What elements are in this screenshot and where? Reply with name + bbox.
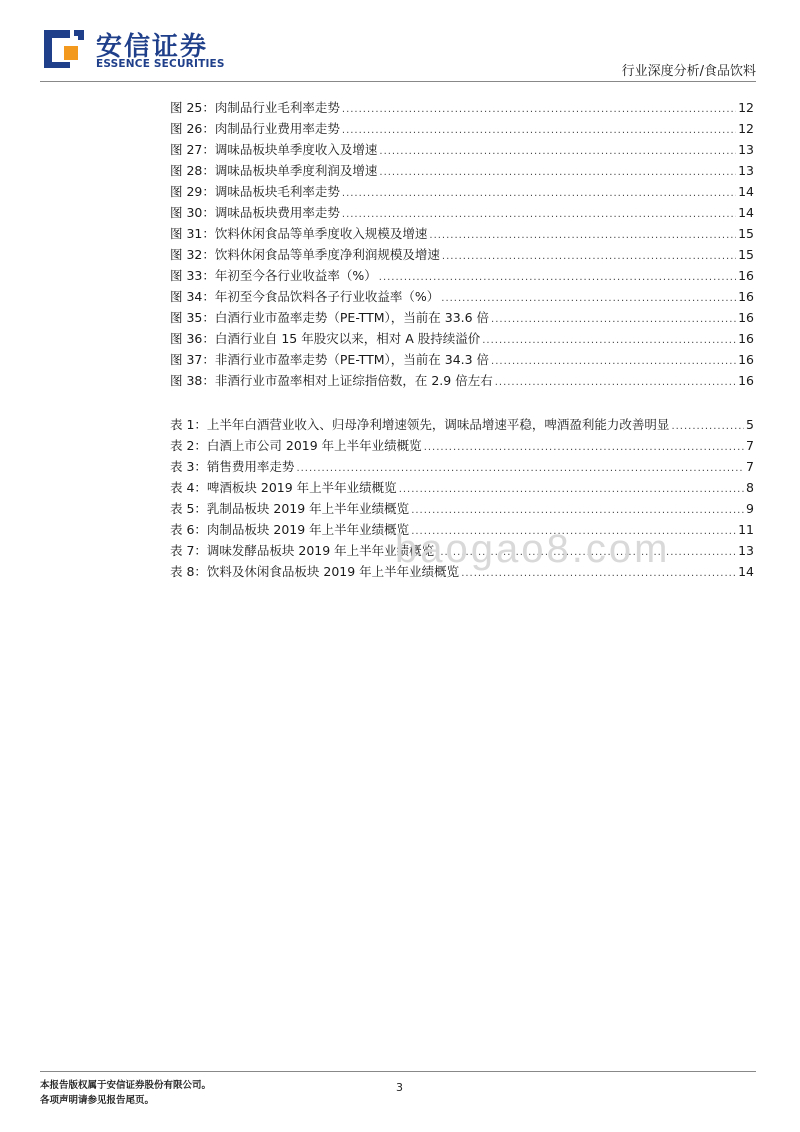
toc-entry[interactable]: [170, 98, 754, 119]
toc-entry-page: 16: [738, 373, 754, 388]
toc-entry-label: 图 25：肉制品行业毛利率走势: [170, 100, 340, 115]
footer-divider: [40, 1071, 756, 1072]
page-number: 3: [396, 1081, 403, 1094]
toc-entry-page: 14: [738, 564, 754, 579]
essence-logo-icon: [40, 24, 88, 72]
toc-entry-page: 16: [738, 331, 754, 346]
toc-entry-label: 表 4：啤酒板块 2019 年上半年业绩概览: [170, 480, 397, 495]
toc-entry[interactable]: [170, 478, 754, 499]
toc-entry[interactable]: [170, 182, 754, 203]
toc-entry[interactable]: [170, 224, 754, 245]
toc-entry-label: 表 7：调味发酵品板块 2019 年上半年业绩概览: [170, 543, 435, 558]
header-divider: [40, 81, 756, 82]
toc-entry-label: 图 29：调味品板块毛利率走势: [170, 184, 340, 199]
toc-entry-page: 12: [738, 100, 754, 115]
toc-entry-label: 表 2：白酒上市公司 2019 年上半年业绩概览: [170, 438, 422, 453]
page-header: [0, 0, 800, 80]
toc-entry-page: 14: [738, 205, 754, 220]
toc-entry-page: 16: [738, 268, 754, 283]
toc-entry-label: 图 38：非酒行业市盈率相对上证综指倍数，在 2.9 倍左右: [170, 373, 493, 388]
toc-entry-label: 图 36：白酒行业自 15 年股灾以来，相对 A 股持续溢价: [170, 331, 481, 346]
watermark: baogao8.com: [395, 527, 671, 571]
toc-entry[interactable]: [170, 371, 754, 392]
toc-entry[interactable]: [170, 415, 754, 436]
toc-entry[interactable]: [170, 203, 754, 224]
footer-notice: [40, 1078, 211, 1108]
toc-entry-page: 9: [746, 501, 754, 516]
toc-entry-label: 表 3：销售费用率走势: [170, 459, 295, 474]
toc-entry-label: 图 37：非酒行业市盈率走势（PE-TTM），当前在 34.3 倍: [170, 352, 490, 367]
toc-entry-page: 13: [738, 142, 754, 157]
toc-entry-page: 11: [738, 522, 754, 537]
copyright-notice: 本报告版权属于安信证券股份有限公司。: [40, 1080, 212, 1091]
toc-entry-page: 5: [746, 417, 754, 432]
toc-entry[interactable]: [170, 287, 754, 308]
toc-entry[interactable]: [170, 140, 754, 161]
report-type: 行业深度分析/食品饮料: [621, 64, 756, 79]
toc-entry-label: 表 5：乳制品板块 2019 年上半年业绩概览: [170, 501, 410, 516]
toc-entry-label: 表 1：上半年白酒营业收入、归母净利增速领先，调味品增速平稳，啤酒盈利能力改善明显: [170, 417, 670, 432]
toc-entry-page: 14: [738, 184, 754, 199]
figure-list: [170, 98, 754, 392]
toc-entry-label: 图 26：肉制品行业费用率走势: [170, 121, 340, 136]
toc-entry-label: 图 31：饮料休闲食品等单季度收入规模及增速: [170, 226, 428, 241]
toc-entry-page: 13: [738, 163, 754, 178]
toc-entry[interactable]: [170, 119, 754, 140]
toc-entry[interactable]: [170, 329, 754, 350]
toc-entry-page: 7: [746, 438, 754, 453]
disclaimer-notice: 各项声明请参见报告尾页。: [40, 1095, 155, 1106]
toc-entry-page: 16: [738, 310, 754, 325]
toc-entry-label: 图 27：调味品板块单季度收入及增速: [170, 142, 378, 157]
toc-entry-label: 图 34：年初至今食品饮料各子行业收益率（%）: [170, 289, 440, 304]
toc-entry-label: 图 35：白酒行业市盈率走势（PE-TTM），当前在 33.6 倍: [170, 310, 490, 325]
toc-entry[interactable]: [170, 266, 754, 287]
toc-entry[interactable]: [170, 436, 754, 457]
toc-entry-page: 13: [738, 543, 754, 558]
toc-entry-page: 7: [746, 459, 754, 474]
toc-entry-label: 图 28：调味品板块单季度利润及增速: [170, 163, 378, 178]
toc-entry-page: 16: [738, 289, 754, 304]
toc-entry[interactable]: [170, 457, 754, 478]
toc-entry-label: 图 33：年初至今各行业收益率（%）: [170, 268, 377, 283]
toc-entry[interactable]: [170, 308, 754, 329]
toc-entry-page: 16: [738, 352, 754, 367]
toc-entry[interactable]: [170, 161, 754, 182]
toc-entry[interactable]: [170, 499, 754, 520]
toc-entry-page: 15: [738, 226, 754, 241]
toc-entry-page: 12: [738, 121, 754, 136]
toc-entry-label: 图 30：调味品板块费用率走势: [170, 205, 340, 220]
toc-entry[interactable]: [170, 245, 754, 266]
toc-entry-label: 表 6：肉制品板块 2019 年上半年业绩概览: [170, 522, 410, 537]
toc-entry-label: 图 32：饮料休闲食品等单季度净利润规模及增速: [170, 247, 440, 262]
toc-entry[interactable]: [170, 350, 754, 371]
toc-entry-page: 15: [738, 247, 754, 262]
toc-entry-page: 8: [746, 480, 754, 495]
brand-name-cn: 安信证券: [96, 32, 209, 62]
brand-name-en: ESSENCE SECURITIES: [96, 58, 225, 70]
toc-entry-label: 表 8：饮料及休闲食品板块 2019 年上半年业绩概览: [170, 564, 460, 579]
